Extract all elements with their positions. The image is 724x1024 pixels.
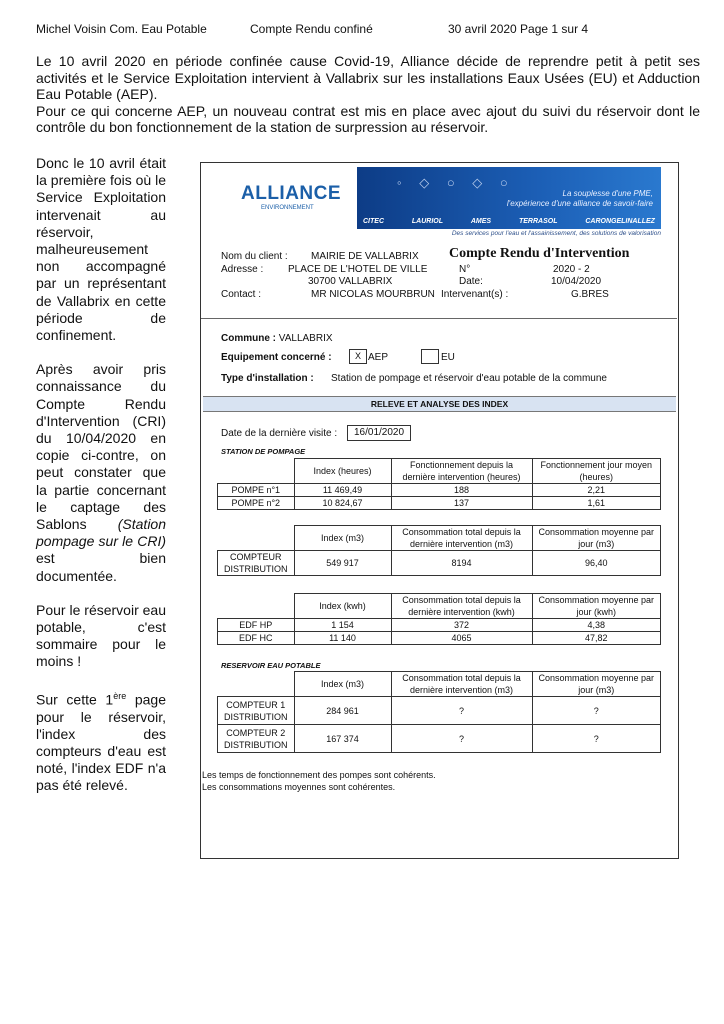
note-pumps: Les temps de fonctionnement des pompes sont cohérents. [202,770,436,780]
table-header: Fonctionnement depuis la dernière intervention (heures) [391,459,532,484]
table-row: COMPTEUR 2 DISTRIBUTION 167 374 ? ? [218,725,661,753]
address-line1: PLACE DE L'HOTEL DE VILLE [288,264,428,275]
side-commentary [36,155,166,812]
table-row: EDF HC 11 140 4065 47,82 [218,632,661,645]
releve-header: RELEVE ET ANALYSE DES INDEX [203,396,676,412]
header-date-page: 30 avril 2020 Page 1 sur 4 [448,22,589,36]
table-header: Index (heures) [294,459,391,484]
table-row: POMPE n°2 10 824,67 137 1,61 [218,497,661,510]
table-row [218,594,661,619]
divider [201,318,677,319]
commune-line: Commune : VALLABRIX [221,333,333,344]
intro-paragraph: Pour ce qui concerne AEP, un nouveau contrat est mis en place avec ajout du suivi du réservoir dont le contrôle du bon fonctionnement de la station de surpression au réservoir. [36,102,700,135]
banner-slogan: La souplesse d'une PME, l'expérience d'une alliance de savoir-faire [506,189,653,208]
table-row: COMPTEUR 1 DISTRIBUTION 284 961 ? ? [218,697,661,725]
table-header: Consommation moyenne par jour (m3) [532,672,661,697]
edf-table [217,593,661,645]
intervenant-label: Intervenant(s) : [441,289,509,300]
table-header: Index (m3) [294,672,391,697]
brand-name: LAURIOL [411,218,443,225]
last-visit-label: Date de la dernière visite : [221,428,338,439]
address-line2: 30700 VALLABRIX [308,276,393,287]
banner-graphic [357,167,661,229]
company-banner [221,167,661,237]
header-title: Compte Rendu confiné [250,22,373,36]
installation-label: Type d'installation : [221,373,314,384]
side-paragraph: Après avoir pris connaissance du Compte Rendu d'Intervention (CRI) du 10/04/2020 en copie ci-contre, on peut constater que la partie concernant le captage des Sablons (Station pompage sur le CRI) est bien documentée. [36,361,166,584]
reservoir-section-title: RESERVOIR EAU POTABLE [221,661,321,670]
table-row [218,672,661,697]
date-label: Date: [459,276,483,287]
brand-name: CARONGELINALLEZ [585,218,655,225]
meter-table [217,525,661,576]
table-row [218,526,661,551]
table-row: POMPE n°1 11 469,49 188 2,21 [218,484,661,497]
client-value: MAIRIE DE VALLABRIX [311,251,419,262]
pumps-table [217,458,661,510]
equipment-label: Equipement concerné : [221,352,332,363]
client-label: Nom du client : [221,251,288,262]
banner-decoration: ◦ ◇ ○ ◇ ○ [397,175,515,190]
intervenant-value: G.BRES [571,289,609,300]
intro-paragraph: Le 10 avril 2020 en période confinée cause Covid-19, Alliance décide de reprendre petit à petit ses activités et le Service Exploitation intervient à Vallabrix sur les installations Eaux Usées (EU) et Adduction Eau Potable (AEP). [36,53,700,102]
table-row: COMPTEUR DISTRIBUTION 549 917 8194 96,40 [218,551,661,576]
eu-label: EU [441,352,455,363]
table-header: Consommation total depuis la dernière intervention (m3) [391,526,532,551]
side-paragraph: Pour le réservoir eau potable, c'est sommaire pour le moins ! [36,601,166,670]
reservoir-table [217,671,661,753]
logo-area [221,167,357,237]
contact-label: Contact : [221,289,262,300]
aep-checkbox[interactable]: X [349,349,367,364]
number-label: N° [459,264,471,275]
last-visit-date: 16/01/2020 [347,425,411,441]
installation-value: Station de pompage et réservoir d'eau potable de la commune [331,373,607,384]
header-author: Michel Voisin Com. Eau Potable [36,22,207,36]
aep-label: AEP [368,352,389,363]
brand-name: CITEC [363,218,384,225]
side-paragraph: Donc le 10 avril était la première fois où le Service Exploitation intervenait au réservoir, malheureusement non accompagné par un représentant de Vallabrix en cette période de confinement. [36,155,166,344]
eu-checkbox[interactable] [421,349,439,364]
cri-title: Compte Rendu d'Intervention [449,246,630,261]
brand-list [363,218,655,225]
station-section-title: STATION DE POMPAGE [221,447,306,456]
table-header: Fonctionnement jour moyen (heures) [532,459,661,484]
table-header: Consommation moyenne par jour (m3) [532,526,661,551]
contact-value: MR NICOLAS MOURBRUN [311,289,435,300]
table-row: EDF HP 1 154 372 4,38 [218,619,661,632]
banner-tagline: Des services pour l'eau et l'assainissement, des solutions de valorisation [451,230,661,237]
alliance-logo: ALLIANCE [241,183,342,204]
cri-document [200,162,679,859]
brand-name: AMES [470,218,492,225]
brand-name: TERRASOL [518,218,558,225]
side-paragraph: Sur cette 1ère page pour le réservoir, l'index des compteurs d'eau est noté, l'index EDF n'a pas été relevé. [36,690,166,794]
date-value: 10/04/2020 [551,276,602,287]
intro-text [36,53,700,136]
number-value: 2020 - 2 [553,264,590,275]
logo-subtitle: ENVIRONNEMENT [261,205,314,211]
table-header: Consommation total depuis la dernière intervention (kwh) [391,594,532,619]
address-label: Adresse : [221,264,264,275]
note-consumption: Les consommations moyennes sont cohérentes. [202,782,396,792]
table-header: Consommation total depuis la dernière intervention (m3) [391,672,532,697]
table-header: Consommation moyenne par jour (kwh) [532,594,661,619]
table-header: Index (kwh) [294,594,391,619]
table-header: Index (m3) [294,526,391,551]
table-row [218,459,661,484]
